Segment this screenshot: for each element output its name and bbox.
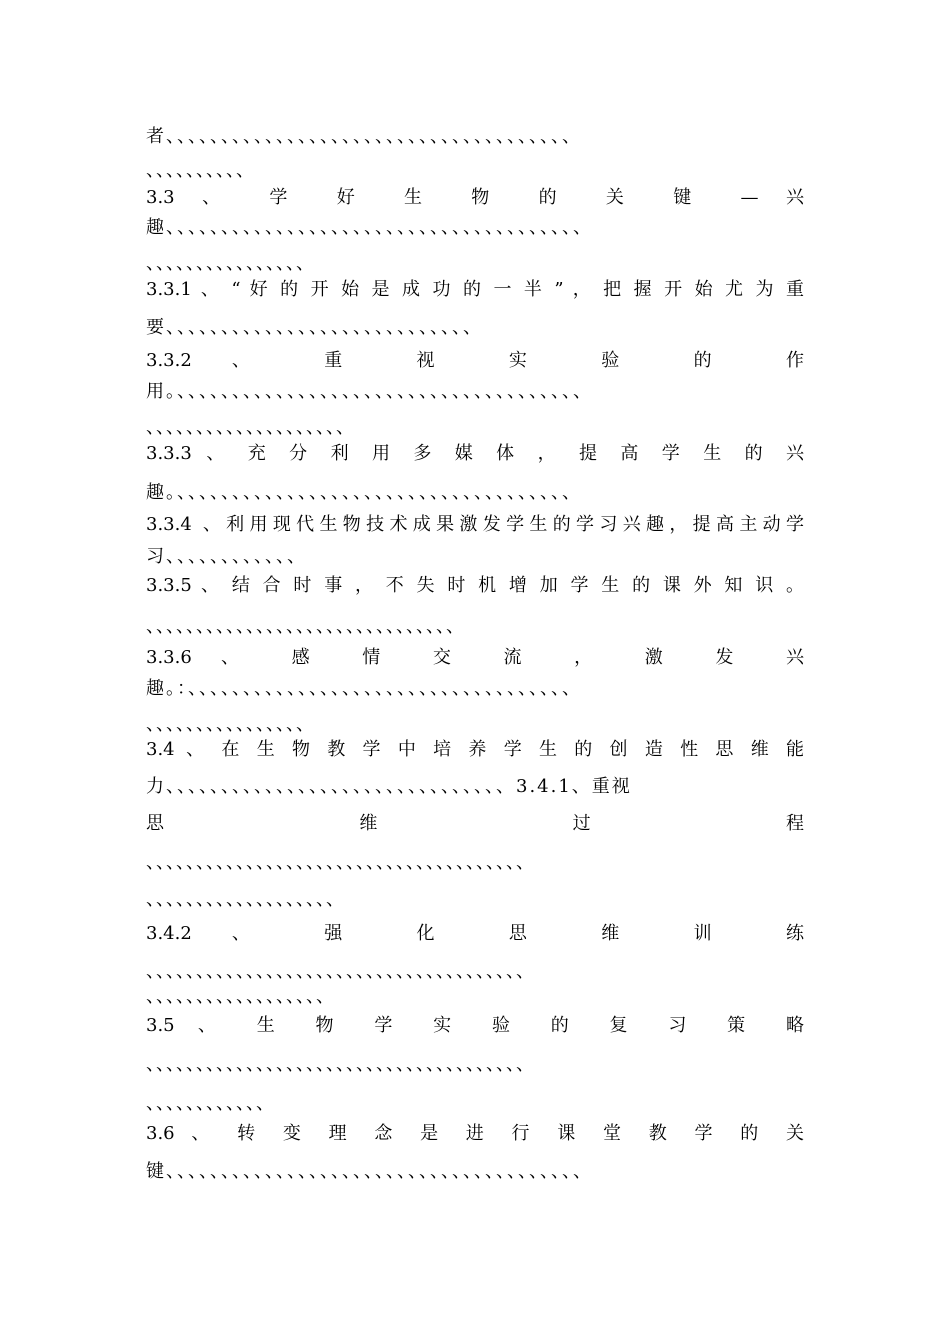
- toc-heading-3-4-2: 3.4.2 、 强 化 思 维 训 练: [146, 923, 804, 944]
- toc-line: 要、、、、、、、、、、、、、、、、、、、、、、、、、、、、: [146, 317, 483, 338]
- toc-heading-3-6: 3.6 、 转 变 理 念 是 进 行 课 堂 教 学 的 关: [146, 1123, 804, 1144]
- toc-line: 趣。、、、、、、、、、、、、、、、、、、、、、、、、、、、、、、、、、、、、: [146, 482, 582, 503]
- toc-line: 者、、、、、、、、、、、、、、、、、、、、、、、、、、、、、、、、、、、、、: [146, 126, 582, 147]
- toc-line: 、、、、、、、、、、: [146, 160, 255, 181]
- toc-line: 、、、、、、、、、、、、、、、、、、、、、、、、、、、、、、、、、、、、、、: [146, 852, 535, 873]
- toc-heading-3-3-1: 3.3.1 、 “ 好 的 开 始 是 成 功 的 一 半 ” ， 把 握 开 始 尤 为 重: [146, 279, 804, 300]
- toc-line: 用。、、、、、、、、、、、、、、、、、、、、、、、、、、、、、、、、、、、、、: [146, 381, 593, 402]
- toc-line: 力、、、、、、、、、、、、、、、、、、、、、、、、、、、、、、、3.4.1、重视: [146, 776, 632, 797]
- toc-line: 键、、、、、、、、、、、、、、、、、、、、、、、、、、、、、、、、、、、、、、: [146, 1161, 593, 1182]
- toc-line: 、、、、、、、、、、、、、、、、、、、、、、、、、、、、、、、、、、、、、、: [146, 961, 535, 982]
- toc-line: 、、、、、、、、、、、、、、、、: [146, 253, 315, 274]
- toc-heading-3-5: 3.5 、 生 物 学 实 验 的 复 习 策 略: [146, 1015, 804, 1036]
- toc-heading-3-3-6: 3.3.6 、 感 情 交 流 ， 激 发 兴: [146, 647, 804, 668]
- toc-line: 、、、、、、、、、、、、、、、、、、、、: [146, 417, 355, 438]
- toc-heading-3-3-4: 3.3.4 、利用现代生物技术成果激发学生的学习兴趣，提高主动学: [146, 514, 804, 535]
- toc-heading-3-4: 3.4 、 在 生 物 教 学 中 培 养 学 生 的 创 造 性 思 维 能: [146, 739, 804, 760]
- toc-heading-3-3-5: 3.3.5 、 结 合 时 事 ， 不 失 时 机 增 加 学 生 的 课 外 知 识 。: [146, 575, 804, 596]
- toc-line: 、、、、、、、、、、、、: [146, 1093, 275, 1114]
- toc-heading-3-4-1-cont: 思 维 过 程: [146, 813, 804, 834]
- toc-line: 、、、、、、、、、、、、、、、、、、: [146, 986, 335, 1007]
- toc-line: 习、、、、、、、、、、、、: [146, 546, 307, 567]
- toc-heading-3-3-3: 3.3.3 、 充 分 利 用 多 媒 体 ， 提 高 学 生 的 兴: [146, 443, 804, 464]
- toc-line: 、、、、、、、、、、、、、、、、: [146, 714, 315, 735]
- toc-line: 趣、、、、、、、、、、、、、、、、、、、、、、、、、、、、、、、、、、、、、、: [146, 217, 593, 238]
- toc-line: 、、、、、、、、、、、、、、、、、、、、、、、、、、、、、、、: [146, 616, 465, 637]
- toc-heading-3-3: 3.3 、 学 好 生 物 的 关 键 — 兴: [146, 187, 804, 208]
- toc-heading-3-3-2: 3.3.2 、 重 视 实 验 的 作: [146, 350, 804, 371]
- toc-line: 、、、、、、、、、、、、、、、、、、、: [146, 889, 345, 910]
- toc-line: 趣。：、、、、、、、、、、、、、、、、、、、、、、、、、、、、、、、、、、、: [146, 678, 582, 699]
- toc-line: 、、、、、、、、、、、、、、、、、、、、、、、、、、、、、、、、、、、、、、: [146, 1054, 535, 1075]
